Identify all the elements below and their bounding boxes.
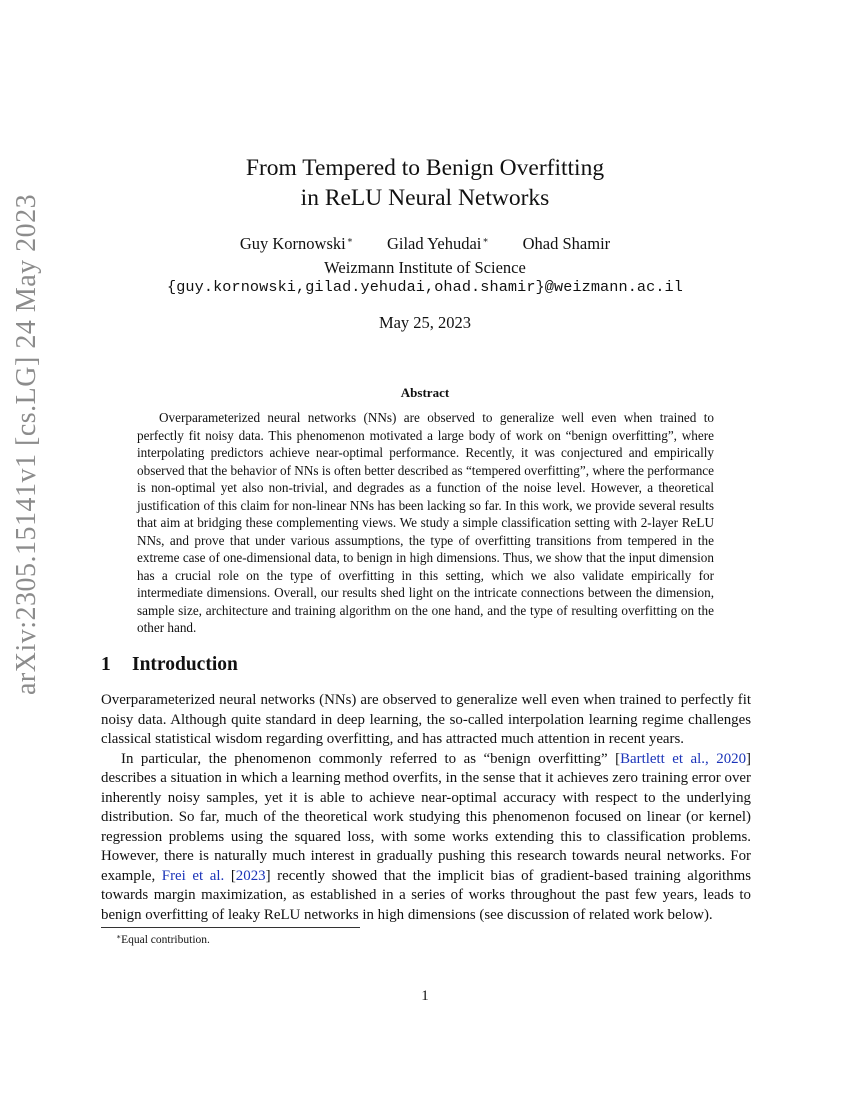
equal-contribution-mark: ∗	[482, 235, 489, 245]
intro-paragraph-2	[101, 750, 751, 926]
affiliation: Weizmann Institute of Science	[324, 258, 526, 277]
author-list	[0, 234, 850, 254]
paper-title	[0, 153, 850, 213]
citation-link-frei-year[interactable]: 2023	[235, 867, 266, 884]
footnote-divider	[101, 927, 360, 928]
footnote	[116, 932, 210, 946]
author-yehudai	[387, 234, 489, 254]
intro-paragraph-1: Overparameterized neural networks (NNs) are observed to generalize well even when trained to perfectly fit noisy data. Although quite standard in deep learning, the so-called interpolation learning regime challenges classical statistical wisdom regarding overfitting, and has attracted much attention in recent years.	[101, 692, 751, 747]
footnote-mark: ∗	[116, 932, 122, 941]
introduction-body	[101, 691, 751, 925]
intro-text: ] describes a situation in which a learning method overfits, in the sense that it achieves zero training error over inherently noisy samples, yet it is able to achieve near-optimal accuracy with respect to the underlying distribution. So far, much of the theoretical work studying this phenomenon focused on linear (or kernel) regression problems using the squared loss, with some works extending this to classification problems. However, there is naturally much interest in gradually pushing this research towards neural networks. For example,	[101, 750, 751, 884]
author-name: Guy Kornowski	[239, 234, 346, 253]
footnote-text: Equal contribution.	[121, 934, 210, 946]
author-emails: {guy.kornowski,gilad.yehudai,ohad.shamir}@weizmann.ac.il	[167, 278, 683, 296]
intro-text: [	[224, 867, 236, 884]
equal-contribution-mark: ∗	[346, 235, 353, 245]
author-kornowski	[240, 234, 353, 254]
section-title: Introduction	[132, 654, 238, 675]
section-number: 1	[101, 654, 111, 675]
paper-date: May 25, 2023	[378, 313, 472, 332]
abstract-text: Overparameterized neural networks (NNs) are observed to generalize well even when trained to perfectly fit noisy data. This phenomenon motivated a large body of work on “benign overfitting”, where interpolating predictors achieve near-optimal performance. Recently, it was conjectured and empirically observed that the behavior of NNs is often better described as “tempered overfitting”, where the performance is non-optimal yet also non-trivial, and degrades as a function of the noise level. However, a theoretical justification of this claim for non-linear NNs has been lacking so far. In this work, we provide several results that aim at bridging these complementing views. We study a simple classification setting with 2-layer ReLU NNs, and prove that under various assumptions, the type of overfitting transitions from tempered in the extreme case of one-dimensional data, to benign in high dimensions. Thus, we show that the input dimension has a crucial role on the type of overfitting in this setting, which we also validate empirically for intermediate dimensions. Overall, our results shed light on the intricate connections between the dimension, sample size, architecture and training algorithm on the one hand, and the type of resulting overfitting on the other hand.	[137, 410, 714, 635]
author-name: Gilad Yehudai	[386, 234, 482, 253]
intro-text: In particular, the phenomenon commonly referred to as “benign overfitting” [	[121, 750, 621, 767]
section-heading-introduction	[101, 654, 238, 676]
citation-link-frei[interactable]: Frei et al.	[161, 867, 225, 884]
citation-link-bartlett[interactable]: Bartlett et al., 2020	[620, 750, 747, 767]
page-number: 1	[421, 988, 429, 1004]
author-name: Ohad Shamir	[522, 234, 611, 253]
author-shamir	[523, 234, 611, 254]
abstract-heading: Abstract	[400, 385, 450, 400]
arxiv-stamp-text: arXiv:2305.15141v1 [cs.LG] 24 May 2023	[11, 193, 42, 695]
intro-text: ] recently showed that the implicit bias of gradient-based training algorithms towards margin maximization, as established in a series of works throughout the past few years, leads to benign overfitting of leaky ReLU networks in high dimensions (see discussion of related work below).	[101, 867, 751, 923]
title-line-2: in ReLU Neural Networks	[300, 185, 550, 211]
title-line-1: From Tempered to Benign Overfitting	[245, 155, 605, 181]
